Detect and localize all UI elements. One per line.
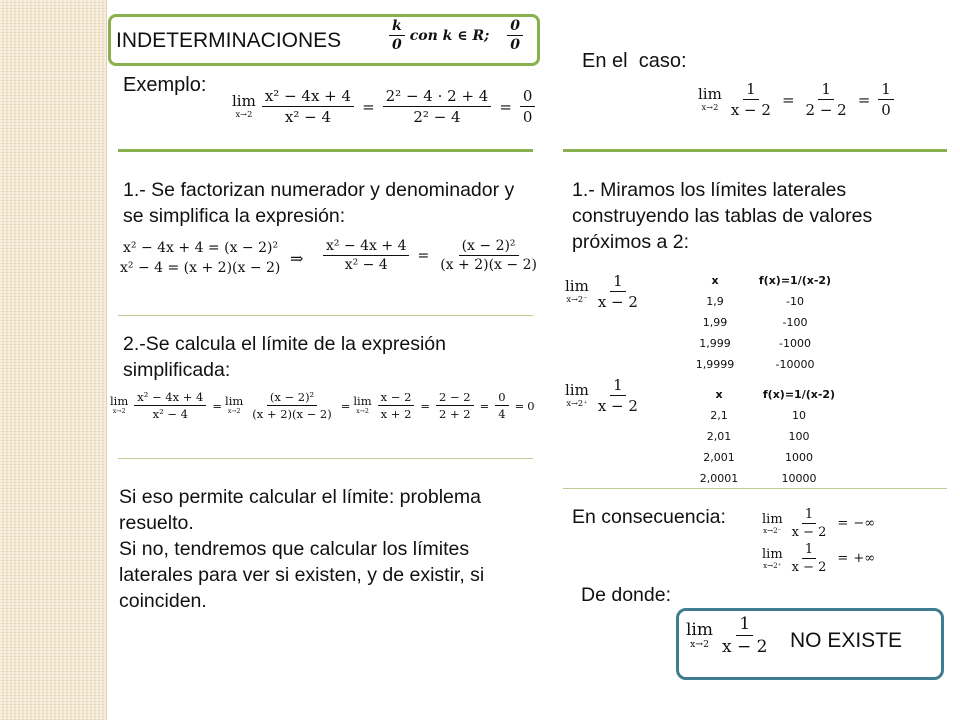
chain-result: 0	[527, 398, 535, 413]
example-denominator: x² − 4	[284, 108, 331, 126]
table-cell-x: 1,999	[699, 337, 731, 350]
table-row	[684, 426, 844, 447]
lim-word: lim	[686, 619, 713, 640]
equals-sign: =	[420, 398, 431, 413]
table-cell-x: 1,9	[706, 295, 724, 308]
header-frac2-num: 0	[507, 18, 523, 36]
step2-text: 2.-Se calcula el límite de la expresión simplificada:	[123, 333, 446, 381]
lim-word: lim	[762, 511, 783, 527]
table-header-fx: f(x)=1/(x-2)	[758, 274, 832, 287]
lim-subscript: x→2	[227, 407, 241, 415]
header-fraction-k-over-0	[389, 18, 405, 53]
final-result-text: NO EXISTE	[790, 629, 903, 652]
minus-infinity: −∞	[853, 516, 876, 531]
header-frac1-den: 0	[392, 37, 402, 53]
factor-simplified-denominator: (x + 2)(x − 2)	[440, 257, 537, 273]
consequence-numerator: 1	[802, 507, 816, 524]
divider	[118, 315, 533, 316]
example-numerator: x² − 4x + 4	[262, 87, 354, 107]
table-header-fx: f(x)=1/(x-2)	[762, 388, 836, 401]
divider	[563, 149, 947, 152]
lim-word: lim	[565, 381, 589, 400]
limit-chain-equation	[110, 390, 535, 421]
right-step1-text: 1.- Miramos los límites laterales construyendo las tablas de valores próximos a 2:	[572, 179, 873, 253]
example-result-denominator: 0	[522, 108, 533, 126]
equals-sign: =	[857, 90, 871, 109]
equals-sign: =	[499, 97, 512, 116]
consequence-numerator: 1	[802, 542, 816, 559]
chain-f4-num: 2 − 2	[436, 390, 474, 406]
factorization-lines	[120, 238, 280, 278]
table-header-x: x	[715, 388, 723, 401]
consequence-left-limit	[762, 507, 875, 540]
lim-word: lim	[225, 394, 244, 409]
divider	[118, 458, 533, 459]
table-cell-fx: -10000	[775, 358, 815, 371]
table-row	[680, 354, 840, 375]
chain-f4-den: 2 + 2	[439, 407, 471, 421]
lim-subscript: x→2⁻	[566, 294, 588, 305]
example-substituted-numerator: 2² − 4 · 2 + 4	[383, 87, 492, 107]
implies-arrow: ⇒	[290, 249, 304, 268]
left-limit-numerator: 1	[610, 272, 626, 292]
table-cell-x: 2,0001	[699, 472, 739, 485]
factor-simplified-numerator: (x − 2)²	[459, 238, 519, 256]
case-numerator: 1	[743, 80, 759, 100]
header-indeterminations	[386, 18, 526, 53]
decorative-side-strip	[0, 0, 107, 720]
table-header-row	[680, 270, 840, 291]
lim-subscript: x→2	[689, 638, 710, 650]
lim-subscript: x→2	[356, 407, 369, 415]
equals-sign: =	[514, 398, 525, 413]
right-side-limit	[565, 376, 644, 415]
table-header-row	[684, 384, 844, 405]
factor-numerator: x² − 4x + 4	[323, 238, 409, 256]
lim-subscript: x→2⁻	[763, 525, 782, 535]
table-cell-fx: -10	[786, 295, 804, 308]
lim-word: lim	[353, 394, 372, 409]
right-limit-denominator: x − 2	[597, 397, 638, 415]
chain-f5-num: 0	[495, 390, 508, 406]
values-table-left	[680, 270, 840, 375]
table-cell-x: 1,9999	[695, 358, 735, 371]
table-row	[684, 405, 844, 426]
example-result-numerator: 0	[520, 87, 536, 107]
lim-word: lim	[110, 394, 129, 409]
header-frac2-den: 0	[510, 37, 521, 53]
table-row	[680, 312, 840, 333]
header-frac1-num: k	[389, 18, 405, 36]
equals-sign: =	[837, 551, 849, 566]
lim-word: lim	[232, 92, 256, 111]
header-fraction-0-over-0	[507, 18, 523, 53]
plus-infinity: +∞	[853, 551, 876, 566]
equals-sign: =	[479, 398, 490, 413]
table-cell-fx: 10000	[781, 472, 817, 485]
chain-f1-num: x² − 4x + 4	[134, 390, 206, 406]
table-row	[684, 468, 844, 489]
table-cell-x: 2,01	[706, 430, 732, 443]
example-equation	[232, 87, 538, 126]
case-label: En el caso:	[582, 50, 687, 72]
factor-line-denominator: x² − 4 = (x + 2)(x − 2)	[120, 260, 281, 276]
lim-word: lim	[565, 277, 589, 296]
table-row	[684, 447, 844, 468]
final-denominator: x − 2	[722, 637, 768, 657]
left-limit-denominator: x − 2	[597, 293, 638, 311]
chain-f3-den: x + 2	[380, 407, 412, 421]
header-title: INDETERMINACIONES	[116, 29, 342, 52]
factor-line-numerator: x² − 4x + 4 = (x − 2)²	[123, 240, 279, 256]
table-cell-fx: 10	[792, 409, 806, 422]
table-row	[680, 333, 840, 354]
right-limit-numerator: 1	[610, 376, 626, 396]
header-condition: con k ∈ R;	[409, 27, 490, 44]
table-cell-x: 2,001	[703, 451, 735, 464]
chain-f5-den: 4	[498, 407, 506, 421]
step1-text: 1.- Se factorizan numerador y denominador y se simplifica la expresión:	[123, 179, 515, 227]
case-substituted-denominator: 2 − 2	[805, 101, 847, 119]
consequence-denominator: x − 2	[791, 525, 827, 540]
equals-sign: =	[837, 516, 849, 531]
case-result-denominator: 0	[881, 101, 891, 119]
lim-subscript: x→2⁺	[763, 560, 782, 570]
final-numerator: 1	[736, 614, 753, 636]
lim-subscript: x→2	[112, 407, 126, 415]
chain-f2-den: (x + 2)(x − 2)	[252, 407, 332, 421]
example-label: Exemplo:	[123, 74, 207, 96]
consequence-label: En consecuencia:	[572, 506, 726, 528]
lim-subscript: x→2⁺	[566, 398, 588, 409]
table-cell-fx: -1000	[779, 337, 811, 350]
table-header-x: x	[711, 274, 719, 287]
consequence-right-limit	[762, 542, 875, 575]
lim-word: lim	[762, 546, 783, 562]
final-limit	[686, 614, 773, 657]
divider	[563, 488, 947, 489]
divider	[118, 149, 533, 152]
example-substituted-denominator: 2² − 4	[413, 108, 461, 126]
equals-sign: =	[362, 97, 375, 116]
table-cell-x: 1,99	[702, 316, 728, 329]
table-cell-fx: -100	[782, 316, 808, 329]
table-cell-x: 2,1	[710, 409, 728, 422]
lim-subscript: x→2	[701, 102, 719, 113]
values-table-right	[684, 384, 844, 489]
chain-f2-num: (x − 2)²	[267, 390, 317, 406]
equals-sign: =	[340, 398, 351, 413]
equals-sign: =	[212, 398, 223, 413]
simplified-fraction-equation	[320, 238, 543, 273]
conclusion-text: Si eso permite calcular el límite: problema resuelto. Si no, tendremos que calcular los límites laterales para ver si existen, y de existir, si coinciden.	[119, 486, 485, 612]
from-label: De donde:	[581, 584, 671, 606]
left-side-limit	[565, 272, 644, 311]
case-substituted-numerator: 1	[818, 80, 834, 100]
lim-word: lim	[698, 85, 722, 104]
table-row	[680, 291, 840, 312]
case-equation	[698, 80, 897, 119]
equals-sign: =	[417, 247, 430, 264]
chain-f1-den: x² − 4	[152, 407, 188, 421]
lim-subscript: x→2	[235, 109, 253, 120]
case-denominator: x − 2	[730, 101, 771, 119]
consequence-denominator: x − 2	[791, 560, 827, 575]
case-result-numerator: 1	[878, 80, 894, 100]
table-cell-fx: 1000	[785, 451, 813, 464]
table-cell-fx: 100	[788, 430, 810, 443]
chain-f3-num: x − 2	[378, 390, 415, 406]
equals-sign: =	[781, 90, 795, 109]
factor-denominator: x² − 4	[344, 257, 388, 273]
